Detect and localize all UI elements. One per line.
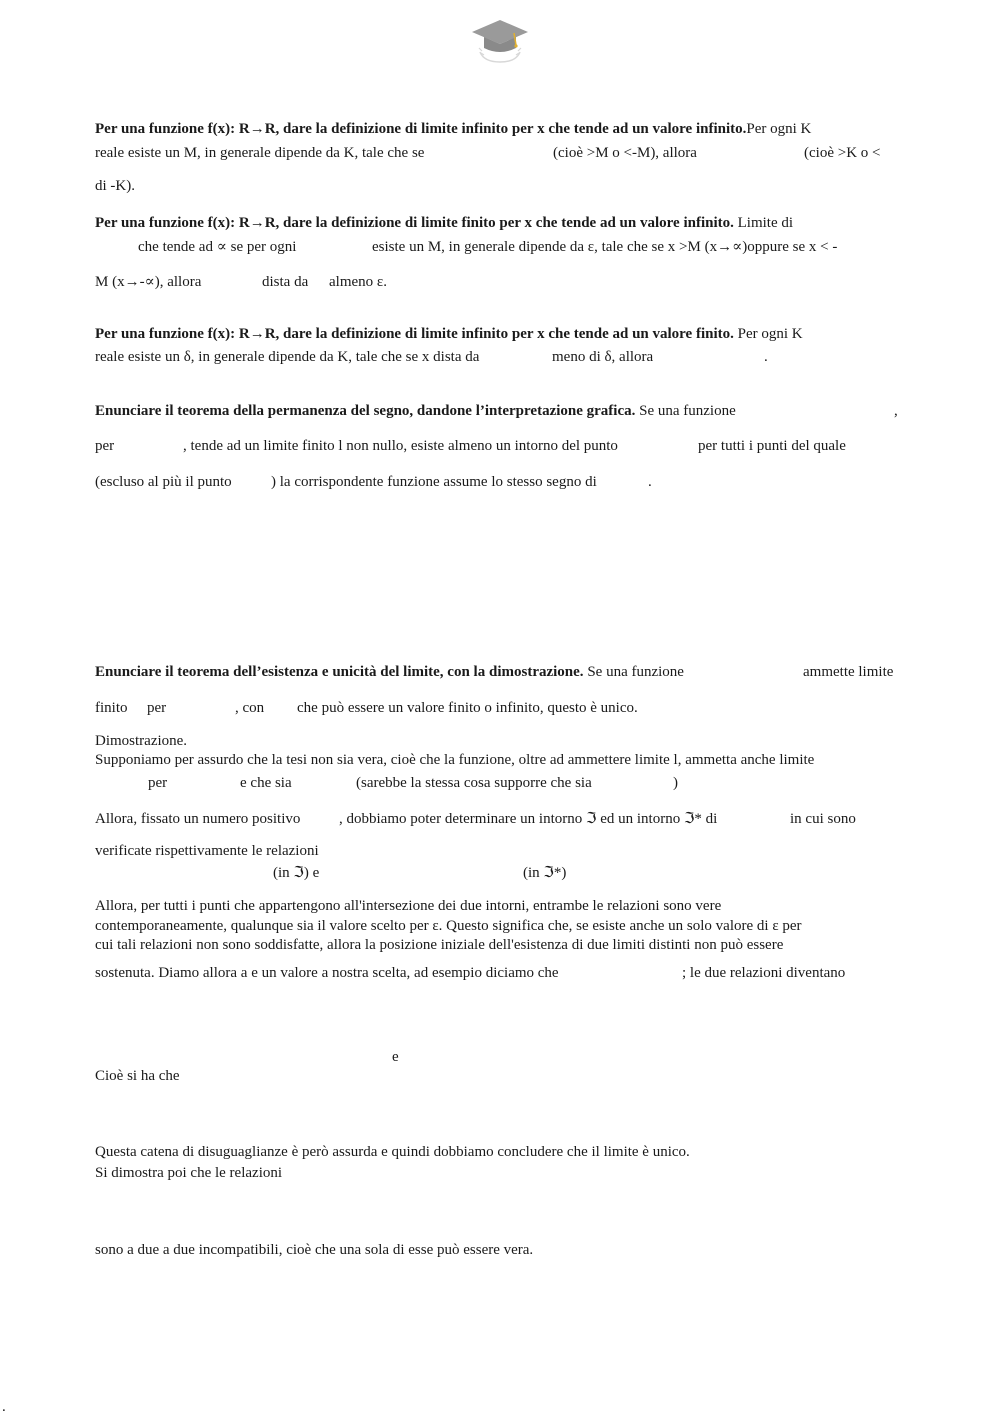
- q5-text: che può essere un valore finito o infinito, questo è unico.: [297, 700, 638, 716]
- q5-heading: Enunciare il teorema dell’esistenza e unicità del limite, con la dimostrazione.: [95, 664, 584, 680]
- q4-text: per tutti i punti del quale: [698, 438, 846, 454]
- q4-text: ,: [894, 403, 898, 419]
- q1-text: (cioè >M o <-M), allora: [553, 145, 697, 161]
- q1-line-1: [95, 120, 811, 138]
- proof-text: e: [392, 1049, 399, 1065]
- q5-text: Se una funzione: [587, 664, 684, 680]
- proof-text: e che sia: [240, 775, 292, 791]
- q2-text: dista da: [262, 274, 309, 290]
- q4-text: per: [95, 438, 115, 454]
- proof-text: per: [148, 775, 168, 791]
- proof-title: Dimostrazione.: [95, 733, 188, 749]
- q4-text: ) la corrispondente funzione assume lo stesso segno di: [271, 474, 597, 490]
- q1-text: Per ogni K: [746, 121, 812, 137]
- q3-text: reale esiste un δ, in generale dipende da K, tale che se x dista da: [95, 349, 480, 365]
- proof-text: Allora, fissato un numero positivo: [95, 811, 301, 827]
- q4-text: .: [648, 474, 652, 490]
- proof-text: (sarebbe la stessa cosa supporre che sia: [356, 775, 592, 791]
- q5-text: ammette limite: [803, 664, 894, 680]
- q3-text: .: [764, 349, 768, 365]
- q4-text: Se una funzione: [639, 403, 736, 419]
- q1-text: reale esiste un M, in generale dipende da K, tale che se: [95, 145, 425, 161]
- q2-text: che tende ad ∝ se per ogni: [138, 239, 297, 255]
- proof-text: contemporaneamente, qualunque sia il valore scelto per ε. Questo significa che, se esiste anche un solo valore di ε per: [95, 918, 802, 934]
- proof-text: in cui sono: [790, 811, 856, 827]
- q2-text: almeno ε.: [329, 274, 387, 290]
- proof-text: cui tali relazioni non sono soddisfatte, allora la posizione iniziale dell'esistenza di due limiti distinti non può essere: [95, 937, 784, 953]
- proof-text: verificate rispettivamente le relazioni: [95, 843, 319, 859]
- q1-text: di -K).: [95, 178, 135, 194]
- proof-text: Questa catena di disuguaglianze è però assurda e quindi dobbiamo concludere che il limite è unico.: [95, 1144, 690, 1160]
- q1-heading: Per una funzione f(x): R→R, dare la definizione di limite infinito per x che tende ad un valore infinito.: [95, 121, 747, 137]
- proof-text: ): [673, 775, 678, 791]
- proof-text: Allora, per tutti i punti che appartengono all'intersezione dei due intorni, entrambe le relazioni sono vere: [95, 898, 722, 914]
- q5-text: per: [147, 700, 167, 716]
- proof-text: (in ℑ) e: [273, 865, 320, 881]
- q4-line-1: [95, 402, 736, 420]
- q5-text: finito: [95, 700, 128, 716]
- proof-text: ; le due relazioni diventano: [682, 965, 846, 981]
- q2-line-1: [95, 214, 793, 232]
- q4-heading: Enunciare il teorema della permanenza del segno, dandone l’interpretazione grafica.: [95, 403, 636, 419]
- q2-text: M (x→-∝), allora: [95, 274, 202, 290]
- q2-text: Limite di: [737, 215, 794, 231]
- q3-text: Per ogni K: [737, 326, 803, 342]
- proof-text: Si dimostra poi che le relazioni: [95, 1165, 283, 1181]
- q3-text: meno di δ, allora: [552, 349, 654, 365]
- proof-text: Cioè si ha che: [95, 1068, 180, 1084]
- q4-text: (escluso al più il punto: [95, 474, 232, 490]
- proof-text: (in ℑ*): [523, 865, 567, 881]
- proof-text: , dobbiamo poter determinare un intorno ℑ ed un intorno ℑ* di: [339, 811, 718, 827]
- q4-text: , tende ad un limite finito l non nullo, esiste almeno un intorno del punto: [183, 438, 618, 454]
- q5-text: , con: [235, 700, 265, 716]
- proof-text: sostenuta. Diamo allora a e un valore a nostra scelta, ad esempio diciamo che: [95, 965, 559, 981]
- q3-heading: Per una funzione f(x): R→R, dare la definizione di limite infinito per x che tende ad un valore finito.: [95, 326, 734, 342]
- q2-text: esiste un M, in generale dipende da ε, tale che se x >M (x→∝)oppure se x < -: [372, 239, 838, 255]
- q1-text: (cioè >K o <: [804, 145, 881, 161]
- q2-heading: Per una funzione f(x): R→R, dare la definizione di limite finito per x che tende ad un valore infinito.: [95, 215, 734, 231]
- graduation-cap-icon: [470, 18, 530, 64]
- q3-line-1: [95, 325, 803, 343]
- q5-line-1: [95, 663, 684, 681]
- proof-text: Supponiamo per assurdo che la tesi non sia vera, cioè che la funzione, oltre ad ammettere limite l, ammetta anche limite: [95, 752, 815, 768]
- corner-mark: .: [2, 1399, 6, 1415]
- proof-text: sono a due a due incompatibili, cioè che una sola di esse può essere vera.: [95, 1242, 534, 1258]
